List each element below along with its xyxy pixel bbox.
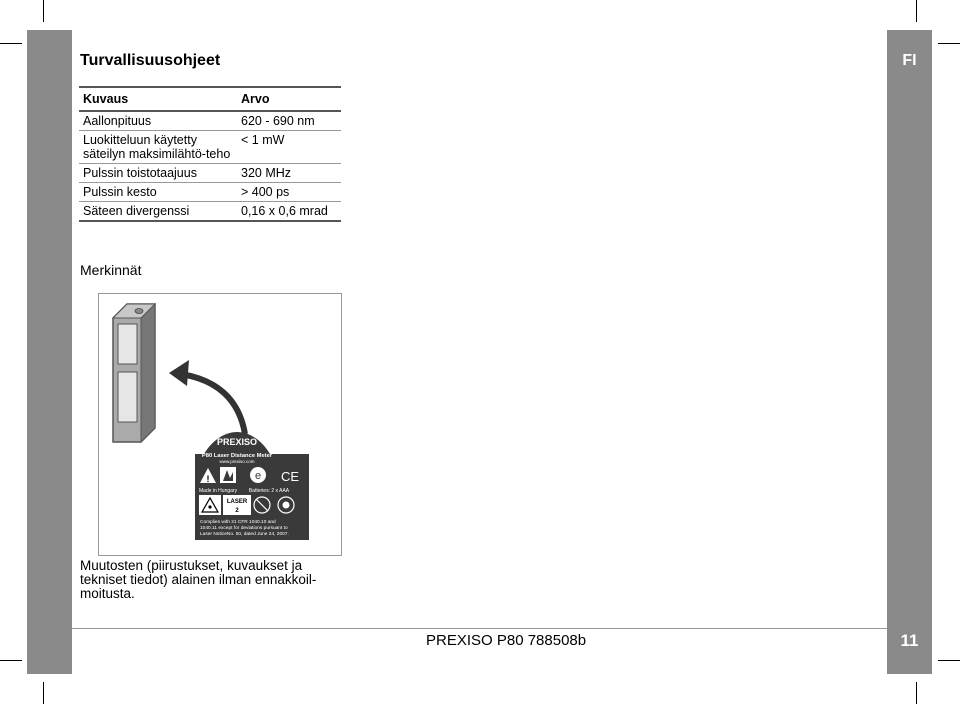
- crop-mark: [938, 43, 960, 44]
- pointing-arrow-icon: [169, 360, 245, 434]
- language-tab: FI: [902, 52, 917, 69]
- footer-text: PREXISO P80 788508b: [426, 632, 587, 649]
- label-illustration: [99, 294, 341, 555]
- label-batteries: Batteries: 2 x AAA: [248, 488, 290, 494]
- label-brand: PREXISO: [216, 437, 258, 447]
- table-row: [79, 183, 341, 202]
- table-cell: > 400 ps: [237, 183, 341, 202]
- label-figure: [98, 293, 342, 556]
- disclaimer-note: Muutosten (piirustukset, kuvaukset ja tekniset tiedot) alainen ilman ennakkoil-moitusta.: [80, 558, 317, 601]
- table-cell: Pulssin toistotaajuus: [79, 164, 237, 183]
- table-cell: Aallonpituus: [79, 111, 237, 131]
- product-label: [195, 432, 309, 540]
- ce-mark-icon: CE: [280, 469, 300, 484]
- table-row: [79, 131, 341, 164]
- footer-divider: [72, 628, 887, 629]
- table-cell: 320 MHz: [237, 164, 341, 183]
- table-cell: Pulssin kesto: [79, 183, 237, 202]
- page-title: Turvallisuusohjeet: [80, 52, 221, 69]
- label-website: www.prexiso.com: [219, 459, 255, 464]
- page-number: 11: [900, 631, 919, 650]
- left-margin-bar: [27, 30, 72, 674]
- table-row: [79, 164, 341, 183]
- crop-mark: [916, 682, 917, 704]
- crop-mark: [43, 682, 44, 704]
- spec-table: [79, 86, 341, 222]
- table-cell: Luokitteluun käytetty säteilyn maksimilähtö-teho: [79, 131, 237, 164]
- table-cell: < 1 mW: [237, 131, 341, 164]
- table-row: [79, 111, 341, 131]
- table-cell: 0,16 x 0,6 mrad: [237, 202, 341, 222]
- label-compliance-line: Laser NoticeNo. 50, dated June 24, 2007.: [200, 532, 289, 537]
- table-header-cell: Kuvaus: [79, 87, 237, 111]
- label-compliance-line: Complies with 21 CFR 1040.10 and: [200, 520, 276, 525]
- label-product: P80 Laser Distance Meter: [201, 453, 273, 459]
- laser-class-number: 2: [235, 508, 239, 514]
- device-illustration: [113, 304, 155, 442]
- table-cell: 620 - 690 nm: [237, 111, 341, 131]
- section-title: Merkinnät: [80, 262, 142, 278]
- e-mark-icon: e: [254, 470, 262, 482]
- table-cell: Säteen divergenssi: [79, 202, 237, 222]
- crop-mark: [0, 660, 22, 661]
- table-header-cell: Arvo: [237, 87, 341, 111]
- laser-class-word: LASER: [226, 499, 248, 505]
- crop-mark: [938, 660, 960, 661]
- table-row: [79, 202, 341, 222]
- label-compliance-line: 1040.11 except for deviations pursuant to: [200, 526, 288, 531]
- warning-icon: !: [206, 474, 210, 484]
- label-made-in: Made in Hungary: [199, 488, 238, 494]
- crop-mark: [43, 0, 44, 22]
- crop-mark: [0, 43, 22, 44]
- right-margin-bar: [887, 30, 932, 674]
- table-header-row: [79, 87, 341, 111]
- crop-mark: [916, 0, 917, 22]
